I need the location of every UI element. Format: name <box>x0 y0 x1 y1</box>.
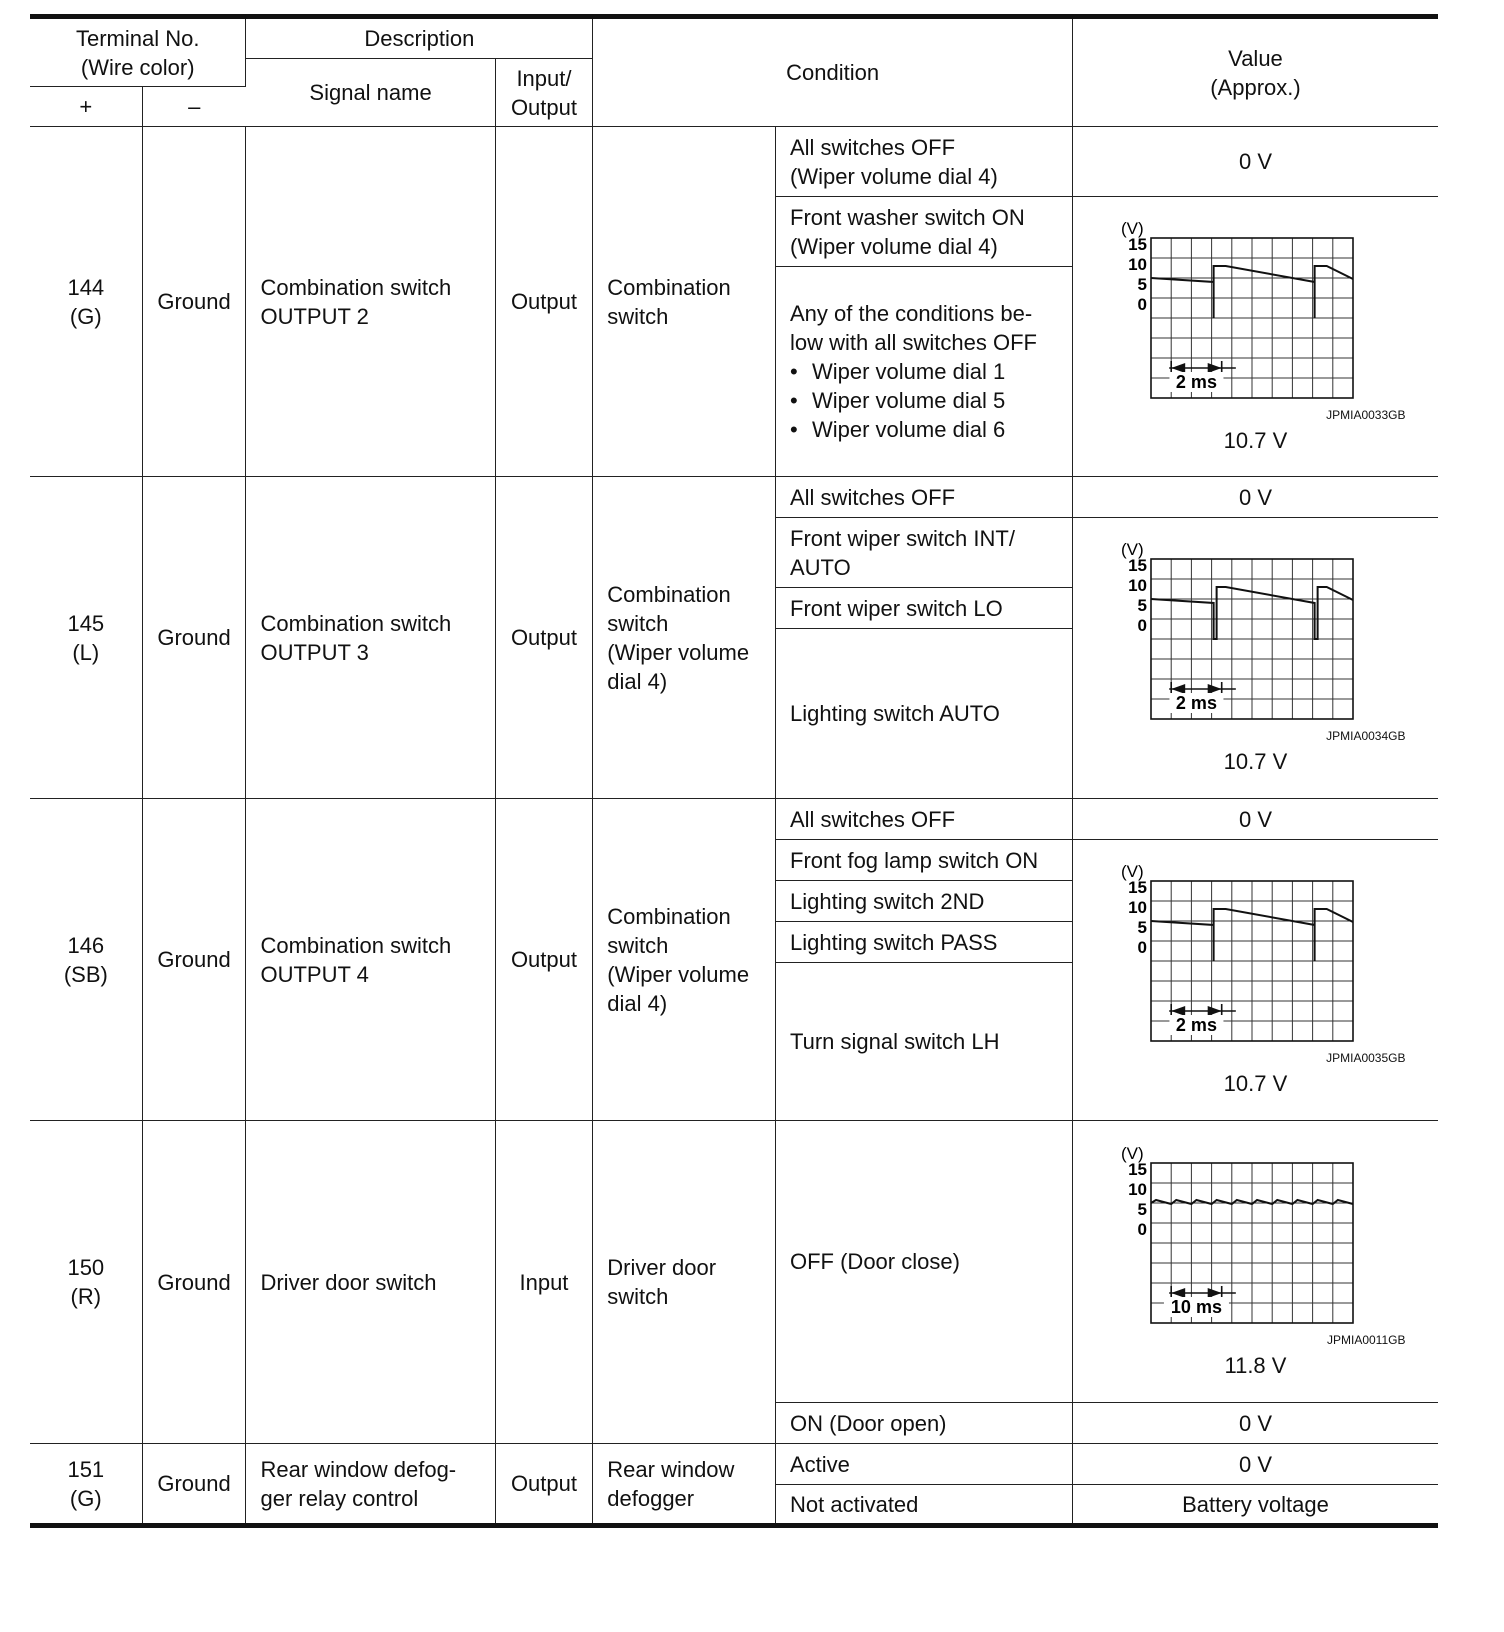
signal-name-cell: Combination switch OUTPUT 2 <box>246 127 495 477</box>
tick-label: 5 <box>1138 918 1148 937</box>
value-cell: 0 V <box>1072 1403 1438 1444</box>
tick-label: 10 <box>1128 576 1148 595</box>
condition-cell: ON (Door open) <box>776 1403 1073 1444</box>
condition-main-cell: Rear window defogger <box>593 1444 776 1526</box>
value-cell: 0 V <box>1072 799 1438 840</box>
waveform-value: 11.8 V <box>1224 1352 1287 1378</box>
condition-cell: Front fog lamp switch ON <box>776 840 1073 881</box>
condition-main-cell: Driver door switch <box>593 1121 776 1444</box>
tick-label: 15 <box>1128 234 1148 254</box>
condition-cell: All switches OFF <box>776 477 1073 518</box>
condition-bullets <box>790 357 1058 444</box>
condition-cell: Turn signal switch LH <box>776 963 1073 1121</box>
signal-name-cell: Rear window defog- ger relay control <box>246 1444 495 1526</box>
value-cell: 0 V <box>1072 477 1438 518</box>
time-scale-label: 2 ms <box>1176 371 1218 392</box>
minus-cell: Ground <box>142 127 246 477</box>
header-condition: Condition <box>593 17 1073 127</box>
figure-id: JPMIA0033GB <box>1326 407 1406 422</box>
io-cell: Input <box>495 1121 593 1444</box>
io-cell: Output <box>495 1444 593 1526</box>
value-cell: Battery voltage <box>1072 1485 1438 1526</box>
tick-label: 15 <box>1128 878 1148 897</box>
condition-main-cell: Combination switch <box>593 127 776 477</box>
unit-label: (V) <box>1121 1144 1145 1163</box>
figure-id: JPMIA0035GB <box>1326 1051 1406 1065</box>
terminal-cell: 145 (L) <box>30 477 142 799</box>
bullet-item: • Wiper volume dial 1 <box>790 357 1058 386</box>
waveform-value: 10.7 V <box>1223 749 1288 774</box>
condition-cell: Front washer switch ON (Wiper volume dial 4) <box>776 197 1073 267</box>
condition-cell: All switches OFF (Wiper volume dial 4) <box>776 127 1073 197</box>
condition-cell: Lighting switch AUTO <box>776 629 1073 799</box>
condition-cell: Front wiper switch LO <box>776 588 1073 629</box>
tick-label: 5 <box>1138 274 1148 294</box>
waveform-figure <box>1105 220 1405 410</box>
waveform-cell <box>1072 840 1438 1121</box>
waveform-value: 10.7 V <box>1223 1071 1288 1096</box>
unit-label: (V) <box>1121 219 1145 238</box>
io-cell: Output <box>495 127 593 477</box>
io-cell: Output <box>495 799 593 1121</box>
terminal-table <box>30 14 1438 1528</box>
terminal-cell: 150 (R) <box>30 1121 142 1444</box>
minus-cell: Ground <box>142 799 246 1121</box>
condition-cell: OFF (Door close) <box>776 1121 1073 1403</box>
condition-cell: Lighting switch PASS <box>776 922 1073 963</box>
minus-cell: Ground <box>142 1444 246 1526</box>
condition-cell: Front wiper switch INT/ AUTO <box>776 518 1073 588</box>
tick-label: 15 <box>1128 1159 1148 1179</box>
tick-label: 5 <box>1138 596 1148 615</box>
terminal-cell: 146 (SB) <box>30 799 142 1121</box>
tick-label: 0 <box>1138 938 1148 957</box>
header-value: Value (Approx.) <box>1072 17 1438 127</box>
tick-label: 15 <box>1128 556 1148 575</box>
signal-name-cell: Driver door switch <box>246 1121 495 1444</box>
condition-main-cell: Combination switch (Wiper volume dial 4) <box>593 477 776 799</box>
condition-cell: Lighting switch 2ND <box>776 881 1073 922</box>
header-input-output: Input/ Output <box>495 59 593 127</box>
bullet-item: • Wiper volume dial 5 <box>790 386 1058 415</box>
condition-main-cell: Combination switch (Wiper volume dial 4) <box>593 799 776 1121</box>
condition-cell: Any of the conditions be- low with all switches OFF • Wiper volume dial 1 • Wiper volume dial 5 • Wiper volume dial 6 <box>776 267 1073 477</box>
condition-cell: All switches OFF <box>776 799 1073 840</box>
header-plus: + <box>30 87 142 127</box>
condition-cell: Active <box>776 1444 1073 1485</box>
header-description: Description <box>246 17 593 59</box>
waveform-cell <box>1072 197 1438 477</box>
figure-id: JPMIA0011GB <box>1327 1332 1406 1347</box>
tick-label: 10 <box>1128 254 1148 274</box>
minus-cell: Ground <box>142 477 246 799</box>
bullet-item: • Wiper volume dial 6 <box>790 415 1058 444</box>
value-cell: 0 V <box>1072 127 1438 197</box>
tick-label: 0 <box>1138 294 1148 314</box>
unit-label: (V) <box>1121 863 1145 881</box>
terminal-cell: 151 (G) <box>30 1444 142 1526</box>
tick-label: 10 <box>1128 1179 1148 1199</box>
io-cell: Output <box>495 477 593 799</box>
minus-cell: Ground <box>142 1121 246 1444</box>
waveform-figure <box>1105 863 1405 1053</box>
time-scale-label: 2 ms <box>1176 1015 1218 1035</box>
condition-cell: Not activated <box>776 1485 1073 1526</box>
signal-name-cell: Combination switch OUTPUT 4 <box>246 799 495 1121</box>
signal-name-cell: Combination switch OUTPUT 3 <box>246 477 495 799</box>
figure-id: JPMIA0034GB <box>1326 729 1406 743</box>
time-scale-label: 2 ms <box>1176 693 1218 713</box>
tick-label: 0 <box>1138 616 1148 635</box>
value-cell: 0 V <box>1072 1444 1438 1485</box>
header-minus: – <box>142 87 246 127</box>
header-terminal-no: Terminal No. (Wire color) <box>30 17 246 87</box>
waveform-cell <box>1072 1121 1438 1403</box>
tick-label: 5 <box>1138 1199 1148 1219</box>
waveform-figure <box>1105 541 1405 731</box>
waveform-value: 10.7 V <box>1223 427 1288 453</box>
terminal-cell: 144 (G) <box>30 127 142 477</box>
waveform-figure <box>1105 1145 1405 1335</box>
unit-label: (V) <box>1121 541 1145 559</box>
tick-label: 0 <box>1138 1219 1148 1239</box>
header-signal-name: Signal name <box>246 59 495 127</box>
tick-label: 10 <box>1128 898 1148 917</box>
waveform-cell <box>1072 518 1438 799</box>
time-scale-label: 10 ms <box>1171 1296 1223 1317</box>
